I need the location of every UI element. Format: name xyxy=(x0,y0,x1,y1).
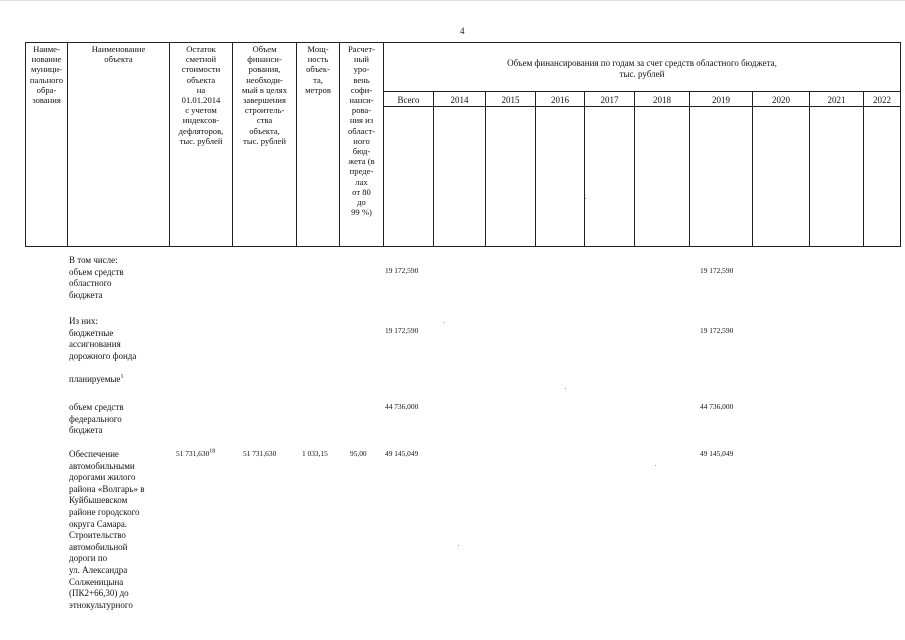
header-year-2022: 2022 xyxy=(864,92,901,107)
row-label-federal-budget: объем средств федерального бюджета xyxy=(69,402,124,436)
row-label-planned: планируемые$^1$ xyxy=(69,374,124,384)
row-label-road-project: Обеспечение автомобильными дорогами жилого района «Волгарь» в Куйбышевском районе городского округа Самара. Строительство автомобильной дороги по ул. Александра Солженицына (ПК2+66,30) до этнокультурного xyxy=(69,449,145,610)
header-funding-title: Объем финансирования по годам за счет средств областного бюджета, тыс. рублей xyxy=(384,43,901,92)
scan-speck xyxy=(458,545,459,546)
footnote-marker: 1 xyxy=(120,374,124,380)
header-year-2021: 2021 xyxy=(810,92,864,107)
header-year-2020: 2020 xyxy=(753,92,810,107)
scan-speck xyxy=(585,198,586,199)
row-2019-road-project: 49 145,049 xyxy=(700,449,734,458)
row-2019-federal-budget: 44 736,000 xyxy=(700,402,734,411)
footnote-marker: 18 xyxy=(209,448,216,455)
row-total-road-project: 49 145,049 xyxy=(385,449,419,458)
header-object: Наименование объекта xyxy=(68,43,170,247)
row-level-road-project: 95,00 xyxy=(350,449,367,458)
header-year-2018: 2018 xyxy=(635,92,690,107)
header-year-2014: 2014 xyxy=(434,92,486,107)
row-total-federal-budget: 44 736,000 xyxy=(385,402,419,411)
scan-speck xyxy=(444,322,445,323)
header-municipality: Наиме- нование муници- пального обра- зования xyxy=(26,43,68,247)
header-total: Всего xyxy=(384,92,434,107)
header-year-2019: 2019 xyxy=(690,92,753,107)
row-total-road-fund: 19 172,590 xyxy=(385,326,419,335)
header-cofinancing-level: Расчет- ный уро- вень софи- нанси- рова- ния из област- ного бюд- жета (в преде- лах от 80 до 99 %) xyxy=(340,43,384,247)
header-volume: Объем финанси- рования, необходи- мый в целях завершения строитель- ства объекта, тыс. рублей xyxy=(233,43,297,247)
scan-speck xyxy=(565,388,566,389)
row-label-road-fund: Из них: бюджетные ассигнования дорожного фонда xyxy=(69,316,137,361)
header-year-2016: 2016 xyxy=(536,92,585,107)
header-capacity: Мощ- ность объек- та, метров xyxy=(297,43,340,247)
row-2019-regional-budget: 19 172,590 xyxy=(700,266,734,275)
header-remaining-cost: Остаток сметной стоимости объекта на 01.01.2014 с учетом индексов- дефляторов, тыс. рублей xyxy=(170,43,233,247)
row-2019-road-fund: 19 172,590 xyxy=(700,326,734,335)
row-capacity-road-project: 1 033,15 xyxy=(302,449,328,458)
page-number: 4 xyxy=(460,26,465,36)
row-label-regional-budget: В том числе: объем средств областного бюджета xyxy=(69,255,124,300)
row-remaining-road-project: 51 731,630$^{18}$ xyxy=(176,448,216,458)
scan-speck xyxy=(655,465,656,466)
row-volume-road-project: 51 731,630 xyxy=(243,449,277,458)
row-total-regional-budget: 19 172,590 xyxy=(385,266,419,275)
header-year-2015: 2015 xyxy=(486,92,536,107)
header-year-2017: 2017 xyxy=(585,92,635,107)
